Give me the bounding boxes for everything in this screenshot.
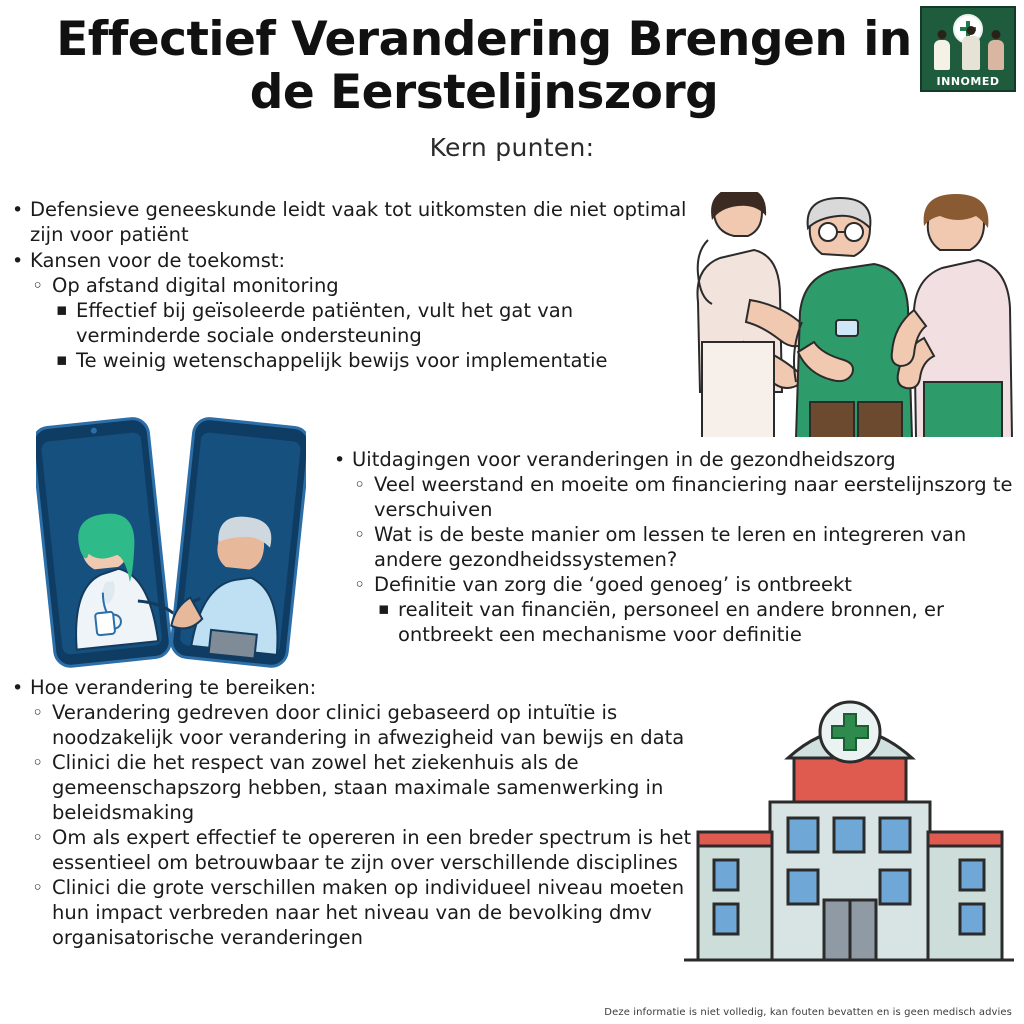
list-item-text: • Hoe verandering te bereiken: xyxy=(30,676,698,701)
list-item xyxy=(30,876,698,951)
list-item xyxy=(30,751,698,826)
list-item-text: ▪ Effectief bij geïsoleerde patiënten, vult het gat van verminderde sociale ondersteuning xyxy=(76,299,688,349)
logo-person-icon xyxy=(962,36,980,70)
bullet-list-level2 xyxy=(30,701,698,951)
list-item xyxy=(52,349,688,374)
list-item-text: ▪ realiteit van financiën, personeel en andere bronnen, er ontbreekt een mechanisme voor definitie xyxy=(398,598,1020,648)
innomed-logo xyxy=(920,6,1016,92)
bullet-list-level1 xyxy=(8,198,688,374)
list-item-text: ◦ Definitie van zorg die ‘goed genoeg’ is ontbreekt xyxy=(374,573,1020,598)
bullet-list-level1 xyxy=(330,448,1020,648)
list-item xyxy=(30,701,698,751)
logo-person-icon xyxy=(934,40,950,70)
list-item xyxy=(30,274,688,374)
key-points-bottom xyxy=(8,676,698,951)
list-item xyxy=(352,573,1020,648)
doctor-patients-illustration xyxy=(688,192,1018,437)
page-subtitle: Kern punten: xyxy=(429,133,595,163)
list-item-text: ◦ Clinici die het respect van zowel het ziekenhuis als de gemeenschapszorg hebben, staan maximale samenwerking in beleidsmaking xyxy=(52,751,698,826)
hospital-building-illustration xyxy=(684,692,1014,1002)
bullet-list-level3 xyxy=(52,299,688,374)
key-points-middle xyxy=(330,448,1020,649)
list-item xyxy=(374,598,1020,648)
list-item-text: ◦ Veel weerstand en moeite om financiering naar eerstelijnszorg te verschuiven xyxy=(374,473,1020,523)
page-title: Effectief Verandering Brengen in de Eerstelijnszorg xyxy=(56,12,912,120)
key-points-top xyxy=(8,198,688,375)
logo-label: INNOMED xyxy=(936,75,1000,88)
list-item-text: • Uitdagingen voor veranderingen in de gezondheidszorg xyxy=(352,448,1020,473)
list-item-text: ◦ Verandering gedreven door clinici gebaseerd op intuïtie is noodzakelijk voor verandering in afwezigheid van bewijs en data xyxy=(52,701,698,751)
bullet-list-level3 xyxy=(374,598,1020,648)
bullet-list-level2 xyxy=(352,473,1020,648)
list-item-text: • Defensieve geneeskunde leidt vaak tot uitkomsten die niet optimal zijn voor patiënt xyxy=(30,198,688,248)
list-item xyxy=(352,473,1020,523)
list-item-text: ◦ Op afstand digital monitoring xyxy=(52,274,688,299)
list-item-text: ◦ Om als expert effectief te opereren in een breder spectrum is het essentieel om betrouwbaar te zijn over verschillende disciplines xyxy=(52,826,698,876)
list-item xyxy=(352,523,1020,573)
bullet-list-level1 xyxy=(8,676,698,950)
list-item xyxy=(52,299,688,349)
list-item xyxy=(330,448,1020,648)
telehealth-smartphone-illustration xyxy=(36,416,306,671)
logo-person-icon xyxy=(988,40,1004,70)
list-item-text: • Kansen voor de toekomst: xyxy=(30,249,688,274)
list-item-text: ◦ Wat is de beste manier om lessen te leren en integreren van andere gezondheidssystemen? xyxy=(374,523,1020,573)
list-item xyxy=(8,198,688,248)
disclaimer-text: Deze informatie is niet volledig, kan fouten bevatten en is geen medisch advies xyxy=(604,1007,1012,1018)
bullet-list-level2 xyxy=(30,274,688,374)
list-item xyxy=(8,249,688,374)
list-item-text: ▪ Te weinig wetenschappelijk bewijs voor implementatie xyxy=(76,349,688,374)
list-item xyxy=(8,676,698,950)
list-item xyxy=(30,826,698,876)
list-item-text: ◦ Clinici die grote verschillen maken op individueel niveau moeten hun impact verbreden naar het niveau van de bevolking dmv organisatorische veranderingen xyxy=(52,876,698,951)
